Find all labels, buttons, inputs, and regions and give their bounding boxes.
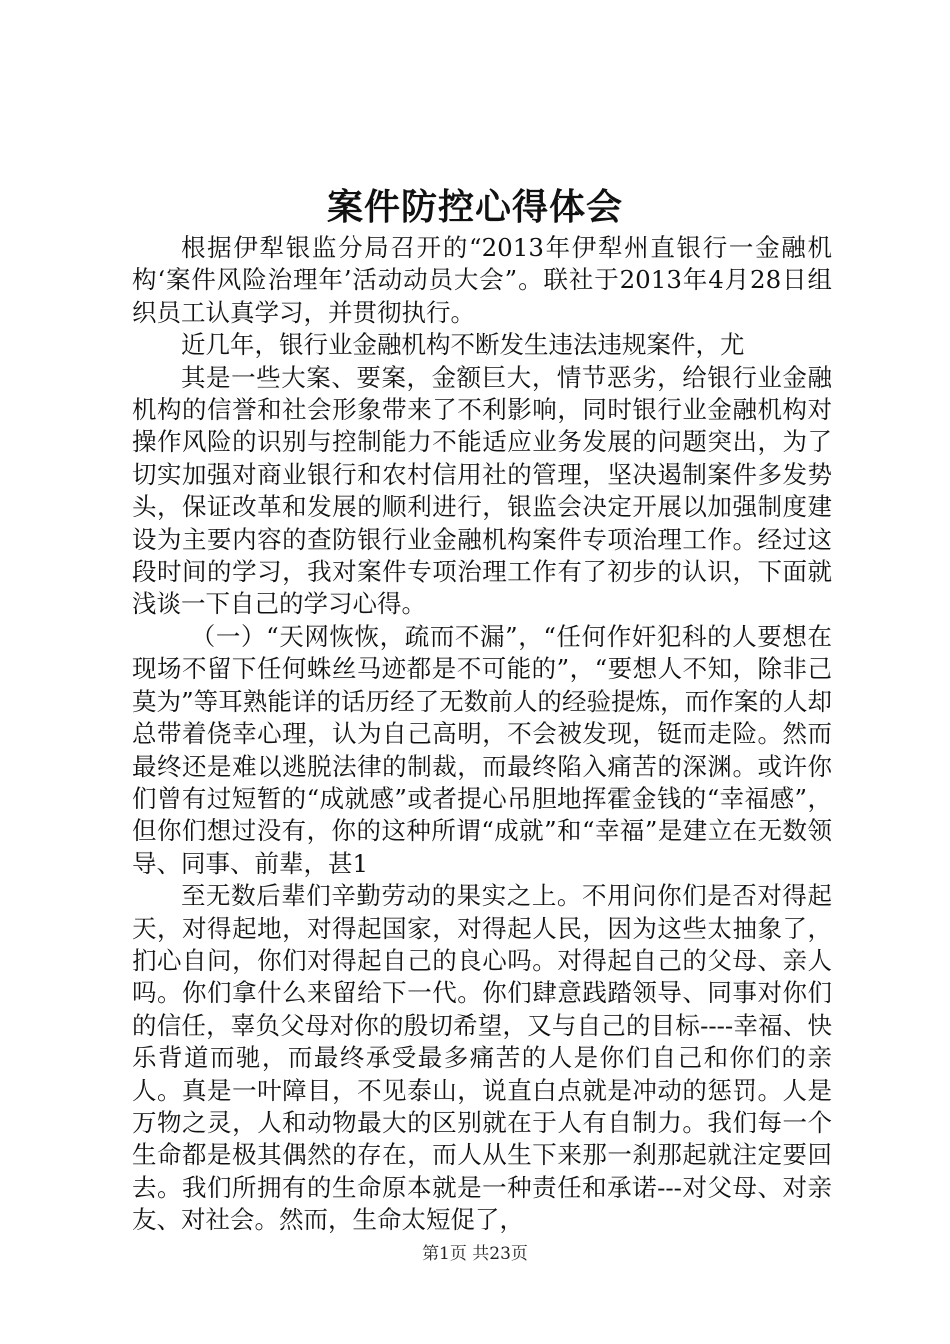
document-body (132, 232, 832, 1237)
paragraph-reflection: 至无数后辈们辛勤劳动的果实之上。不用问你们是否对得起天，对得起地，对得起国家，对得起人民，因为这些太抽象了，扪心自问，你们对得起自己的良心吗。对得起自己的父母、亲人吗。你们拿什么来留给下一代。你们肆意践踏领导、同事对你们的信任，辜负父母对你的殷切希望，又与自己的目标----幸福、快乐背道而驰，而最终承受最多痛苦的人是你们自己和你们的亲人。真是一叶障目，不见泰山，说直白点就是冲动的惩罚。人是万物之灵，人和动物最大的区别就在于人有自制力。我们每一个生命都是极其偶然的存在，而人从生下来那一刹那起就注定要回去。我们所拥有的生命原本就是一种责任和承诺---对父母、对亲友、对社会。然而，生命太短促了， (132, 881, 832, 1235)
paragraph-intro: 根据伊犁银监分局召开的“2013年伊犁州直银行一金融机构‘案件风险治理年’活动动员大会”。联社于2013年4月28日组织员工认真学习，并贯彻执行。 (132, 233, 832, 327)
paragraph-section-one: （一）“天网恢恢，疏而不漏”，“任何作奸犯科的人要想在现场不留下任何蛛丝马迹都是不可能的”，“要想人不知，除非己莫为”等耳熟能详的话历经了无数前人的经验提炼，而作案的人却总带着侥幸心理，认为自己高明，不会被发现，铤而走险。然而最终还是难以逃脱法律的制裁，而最终陷入痛苦的深渊。或许你们曾有过短暂的“成就感”或者提心吊胆地挥霍金钱的“幸福感”，但你们想过没有，你的这种所谓“成就”和“幸福”是建立在无数领导、同事、前辈，甚1 (132, 621, 832, 878)
paragraph-major-cases: 其是一些大案、要案，金额巨大，情节恶劣，给银行业金融机构的信誉和社会形象带来了不利影响，同时银行业金融机构对操作风险的识别与控制能力不能适应业务发展的问题突出，为了切实加强对商业银行和农村信用社的管理，坚决遏制案件多发势头，保证改革和发展的顺利进行，银监会决定开展以加强制度建设为主要内容的查防银行业金融机构案件专项治理工作。经过这段时间的学习，我对案件专项治理工作有了初步的认识，下面就浅谈一下自己的学习心得。 (132, 362, 832, 619)
document-title: 案件防控心得体会 (326, 186, 623, 228)
page-footer: 第1页 共23页 (422, 1244, 528, 1264)
paragraph-recent-years: 近几年，银行业金融机构不断发生违法违规案件，尤 (181, 330, 745, 360)
